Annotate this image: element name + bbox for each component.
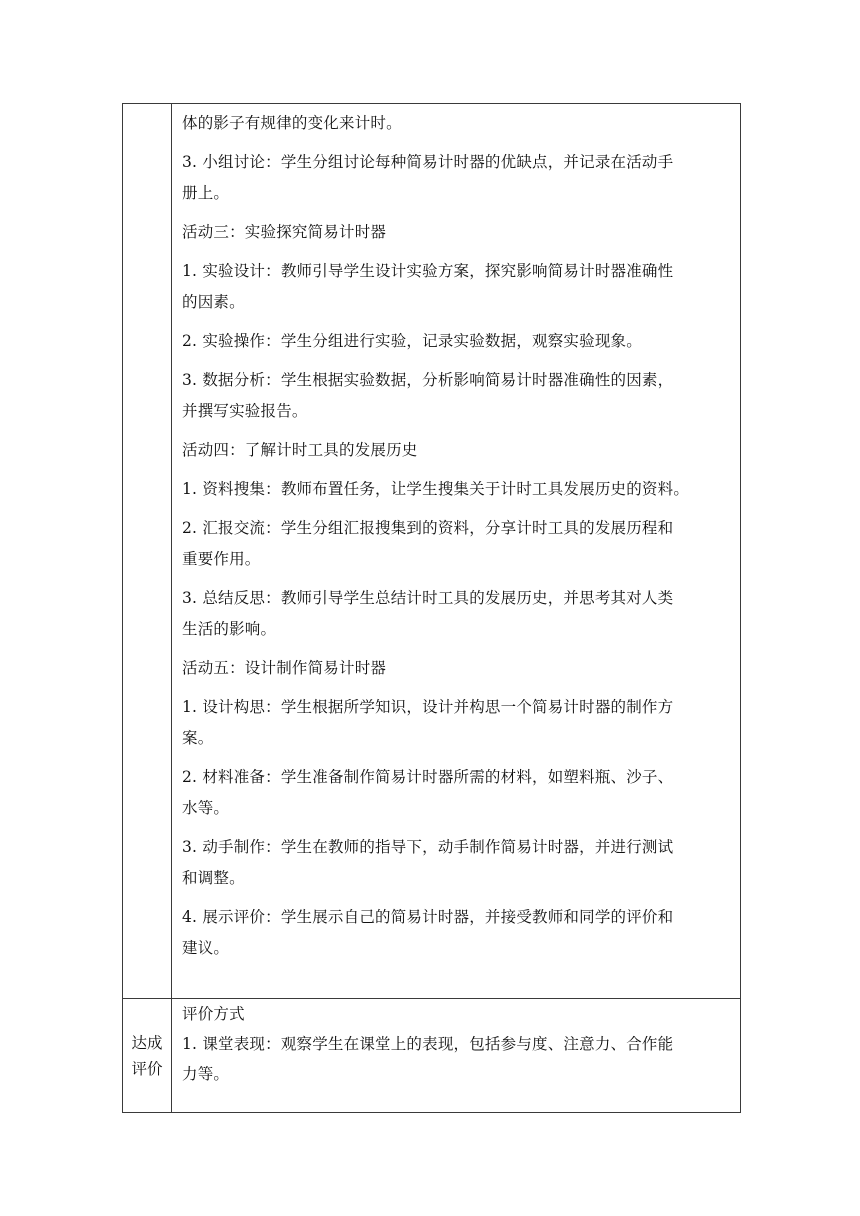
text-line: 生活的影响。 xyxy=(182,620,277,638)
activities-content-cell xyxy=(172,104,740,998)
activity-heading: 活动四：了解计时工具的发展历史 xyxy=(182,441,418,459)
text-line: 体的影子有规律的变化来计时。 xyxy=(182,114,402,132)
evaluation-heading: 评价方式 xyxy=(182,1005,245,1023)
text-line: 和调整。 xyxy=(182,869,245,887)
text-line: 1. 实验设计：教师引导学生设计实验方案，探究影响简易计时器准确性 xyxy=(182,262,674,280)
text-line: 4. 展示评价：学生展示自己的简易计时器，并接受教师和同学的评价和 xyxy=(182,908,674,926)
evaluation-label-line: 评价 xyxy=(131,1059,163,1078)
activity-heading: 活动三：实验探究简易计时器 xyxy=(182,223,387,241)
text-line: 1. 设计构思：学生根据所学知识，设计并构思一个简易计时器的制作方 xyxy=(182,698,674,716)
evaluation-row xyxy=(123,999,740,1112)
text-line: 2. 材料准备：学生准备制作简易计时器所需的材料，如塑料瓶、沙子、 xyxy=(182,768,674,786)
evaluation-label-cell xyxy=(123,999,172,1112)
text-line: 3. 总结反思：教师引导学生总结计时工具的发展历史，并思考其对人类 xyxy=(182,589,674,607)
text-line: 重要作用。 xyxy=(182,550,261,568)
text-line: 册上。 xyxy=(182,184,230,202)
evaluation-content-cell xyxy=(172,999,740,1112)
lesson-plan-table xyxy=(122,103,741,1113)
text-line: 2. 实验操作：学生分组进行实验，记录实验数据，观察实验现象。 xyxy=(182,332,642,350)
evaluation-label xyxy=(131,1030,163,1082)
evaluation-label-line: 达成 xyxy=(131,1033,163,1052)
text-line: 1. 资料搜集：教师布置任务，让学生搜集关于计时工具发展历史的资料。 xyxy=(182,480,690,498)
text-line: 建议。 xyxy=(182,939,230,957)
text-line: 3. 数据分析：学生根据实验数据，分析影响简易计时器准确性的因素， xyxy=(182,371,674,389)
text-line: 3. 动手制作：学生在教师的指导下，动手制作简易计时器，并进行测试 xyxy=(182,838,674,856)
text-line: 1. 课堂表现：观察学生在课堂上的表现，包括参与度、注意力、合作能 xyxy=(182,1035,674,1053)
text-line: 案。 xyxy=(182,729,214,747)
text-line: 并撰写实验报告。 xyxy=(182,402,308,420)
text-line: 2. 汇报交流：学生分组汇报搜集到的资料，分享计时工具的发展历程和 xyxy=(182,519,674,537)
activities-label-cell xyxy=(123,104,172,998)
text-line: 3. 小组讨论：学生分组讨论每种简易计时器的优缺点，并记录在活动手 xyxy=(182,153,674,171)
activity-heading: 活动五：设计制作简易计时器 xyxy=(182,659,387,677)
text-line: 的因素。 xyxy=(182,293,245,311)
text-line: 水等。 xyxy=(182,799,230,817)
activities-row xyxy=(123,104,740,999)
text-line: 力等。 xyxy=(182,1065,230,1083)
